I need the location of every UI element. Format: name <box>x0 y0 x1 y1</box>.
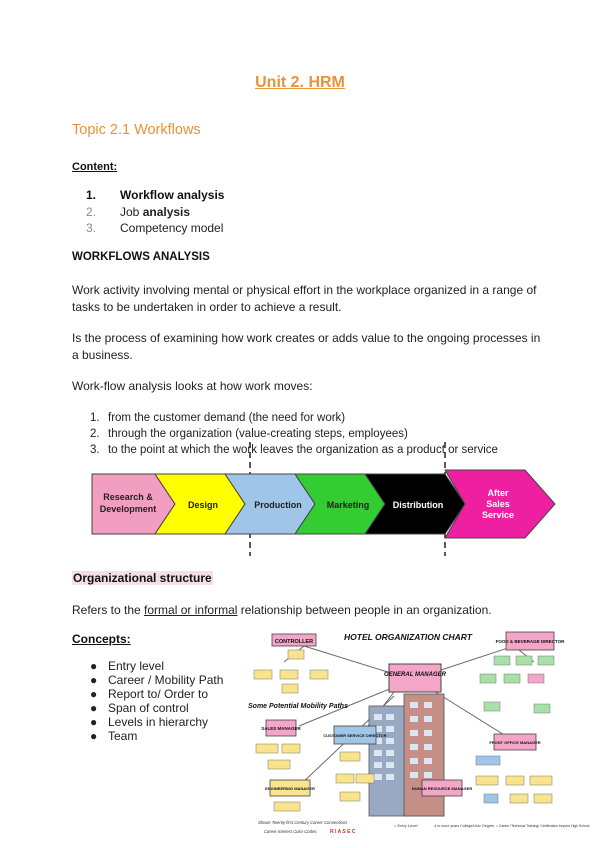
org-structure-heading: Organizational structure <box>73 571 212 585</box>
value-chain-diagram <box>90 440 560 558</box>
content-list <box>86 187 224 237</box>
list-item: ● Career / Mobility Path <box>90 673 224 687</box>
career-codes: R I A S E C <box>330 829 356 835</box>
org-structure-paragraph: Refers to the formal or informal relationship between people in an organization. <box>72 603 492 617</box>
legend-entry: = Career /Technical Training/ Certification beyond High School <box>496 824 590 828</box>
list-item: 3. to the point at which the work leaves the organization as a product or service <box>90 444 498 456</box>
hotel-building-icon <box>369 694 444 816</box>
list-item: ● Levels in hierarchy <box>90 715 209 729</box>
controller-label: CONTROLLER <box>274 639 314 645</box>
concepts-heading: Concepts: <box>72 632 131 646</box>
mobility-caption: Some Potential Mobility Paths <box>248 703 348 710</box>
front-office-label: FRONT OFFICE MANAGER <box>489 740 541 745</box>
list-item: ● Team <box>90 729 138 743</box>
chain-label: Production <box>254 500 302 510</box>
legend-entry: = Entry Level <box>394 823 418 828</box>
hotel-organization-chart <box>244 626 590 838</box>
chain-label: After Sales Service <box>481 488 515 520</box>
list-item: 1. from the customer demand (the need for work) <box>90 412 346 424</box>
chain-label: Research & Development <box>99 492 157 514</box>
paragraph-workflow: Work-flow analysis looks at how work moves: <box>72 379 313 393</box>
food-director-label: FOOD & BEVERAGE DIRECTOR <box>495 639 565 644</box>
list-item: 2. through the organization (value-creating steps, employees) <box>90 428 408 440</box>
sales-manager-label: SALES MANAGER <box>261 726 301 731</box>
content-item: 1. Workflow analysis <box>86 188 225 202</box>
legend-entry: 4 or more years College/Univ. Degree <box>434 824 495 828</box>
list-item: ● Entry level <box>90 659 165 673</box>
chart-footer: Shows Twenty-first Century Career Connections <box>258 820 348 825</box>
chain-label: Distribution <box>392 500 444 510</box>
general-manager-label: GENERAL MANAGER <box>384 672 446 678</box>
content-item: 3. Competency model <box>86 221 224 235</box>
chart-footer: Career Interest Color Codes: <box>264 829 318 834</box>
chart-title: HOTEL ORGANIZATION CHART <box>344 632 472 642</box>
human-resource-label: HUMAN RESOURCE MANAGER <box>411 786 473 791</box>
engineering-label: ENGINEERING MANAGER <box>265 786 315 791</box>
customer-service-label: CUSTOMER SERVICE DIRECTOR <box>323 733 387 738</box>
list-item: ● Report to/ Order to <box>90 687 209 701</box>
paragraph-definition: Work activity involving mental or physical effort in the workplace organized in a range of tasks to be undertaken in order to achieve a result. <box>72 283 537 314</box>
content-heading: Content: <box>72 161 118 173</box>
chain-label: Marketing <box>326 500 370 510</box>
content-item: 2. Job analysis <box>86 204 191 219</box>
concepts-list <box>90 659 223 743</box>
paragraph-process: Is the process of examining how work creates or adds value to the ongoing processes in a business. <box>72 331 541 362</box>
page-title: Unit 2. HRM <box>255 74 345 91</box>
list-item: ● Span of control <box>90 701 189 715</box>
chain-label: Design <box>187 500 219 510</box>
topic-heading: Topic 2.1 Workflows <box>72 122 201 138</box>
section-heading: WORKFLOWS ANALYSIS <box>72 251 210 263</box>
general-manager-box <box>389 664 441 692</box>
